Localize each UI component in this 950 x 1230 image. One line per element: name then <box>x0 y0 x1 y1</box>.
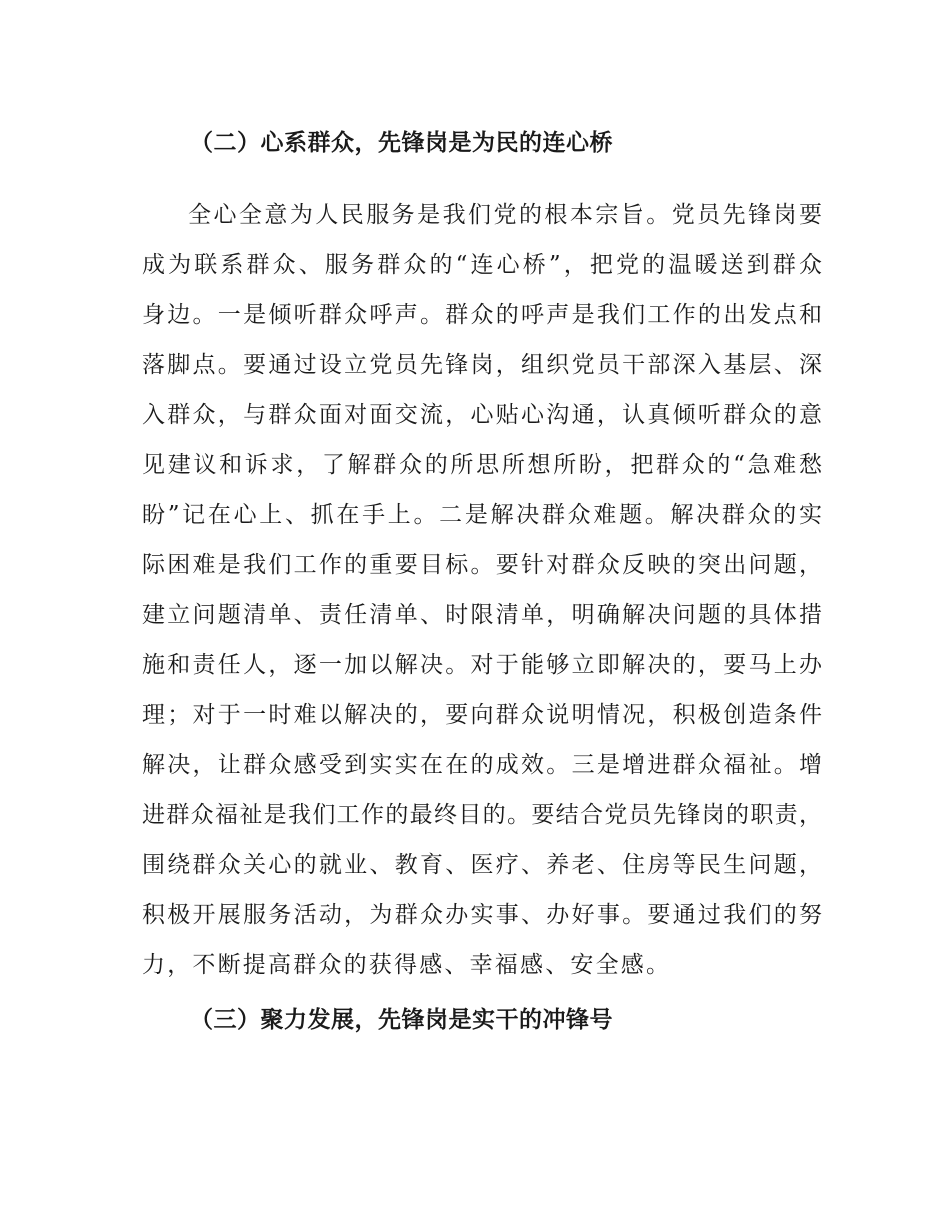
paragraph-line: 进群众福祉是我们工作的最终目的。要结合党员先锋岗的职责， <box>142 802 822 828</box>
paragraph-line: 建立问题清单、责任清单、时限清单，明确解决问题的具体措 <box>142 602 822 628</box>
paragraph-line: 见建议和诉求，了解群众的所思所想所盼，把群众的“急难愁 <box>142 452 822 478</box>
paragraph-line: 入群众，与群众面对面交流，心贴心沟通，认真倾听群众的意 <box>142 402 822 428</box>
paragraph-line: 落脚点。要通过设立党员先锋岗，组织党员干部深入基层、深 <box>142 352 822 378</box>
paragraph-line: 理；对于一时难以解决的，要向群众说明情况，积极创造条件 <box>142 702 822 728</box>
paragraph-line: 解决，让群众感受到实实在在的成效。三是增进群众福祉。增 <box>142 752 822 778</box>
paragraph-line: 成为联系群众、服务群众的“连心桥”，把党的温暖送到群众 <box>142 252 822 278</box>
paragraph-line: 际困难是我们工作的重要目标。要针对群众反映的突出问题， <box>142 552 822 578</box>
paragraph-line: 施和责任人，逐一加以解决。对于能够立即解决的，要马上办 <box>142 652 822 678</box>
section-heading-2: （二）心系群众，先锋岗是为民的连心桥 <box>190 130 613 156</box>
paragraph-line: 围绕群众关心的就业、教育、医疗、养老、住房等民生问题， <box>142 852 822 878</box>
body-paragraph <box>142 190 822 990</box>
paragraph-line: 力，不断提高群众的获得感、幸福感、安全感。 <box>142 952 672 978</box>
section-heading-3: （三）聚力发展，先锋岗是实干的冲锋号 <box>190 1007 613 1033</box>
paragraph-line: 盼”记在心上、抓在手上。二是解决群众难题。解决群众的实 <box>142 502 822 528</box>
paragraph-line: 积极开展服务活动，为群众办实事、办好事。要通过我们的努 <box>142 902 822 928</box>
paragraph-line: 身边。一是倾听群众呼声。群众的呼声是我们工作的出发点和 <box>142 302 822 328</box>
paragraph-line: 全心全意为人民服务是我们党的根本宗旨。党员先锋岗要 <box>188 202 822 228</box>
